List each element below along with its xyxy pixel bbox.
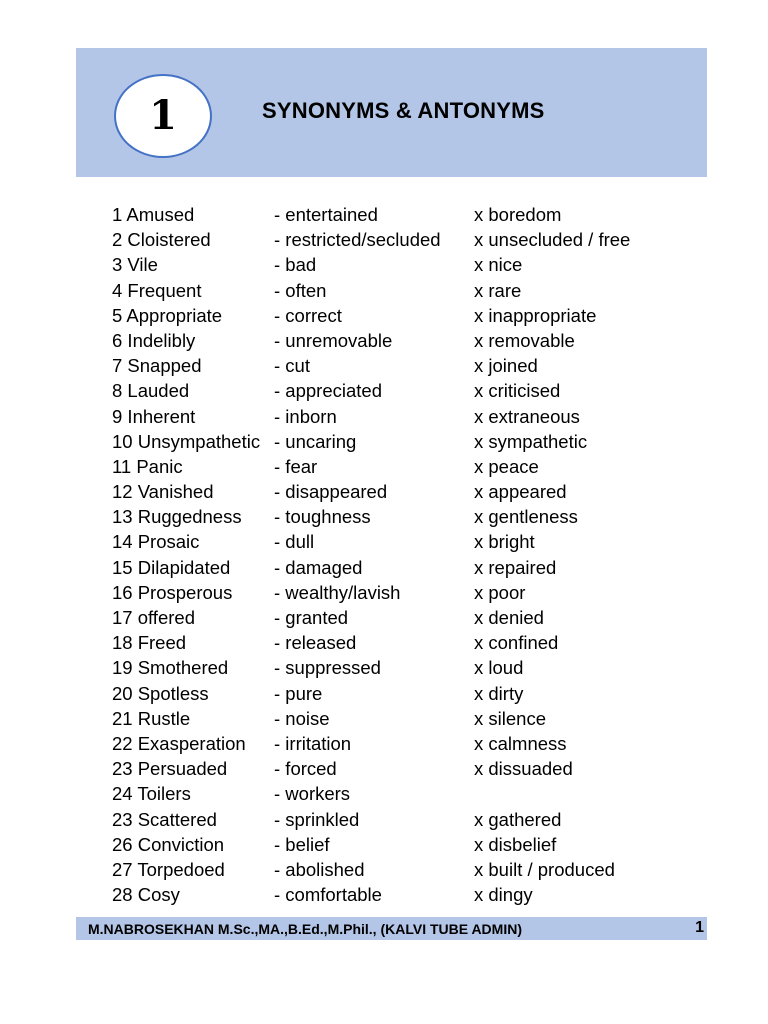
word-antonym: x peace — [474, 455, 539, 477]
word-term: 7 Snapped — [112, 355, 202, 377]
word-term: 1 Amused — [112, 204, 195, 225]
word-row — [112, 605, 672, 630]
word-synonym: - unremovable — [274, 329, 393, 351]
word-synonym: - uncaring — [274, 430, 357, 452]
word-synonym: - restricted/secluded — [274, 229, 441, 251]
word-term: 5 Appropriate — [112, 304, 223, 326]
word-antonym: x dissuaded — [474, 758, 573, 780]
word-antonym: x boredom — [474, 204, 562, 225]
word-term: 27 Torpedoed — [112, 858, 225, 880]
word-antonym: x joined — [474, 355, 538, 377]
word-row — [112, 706, 672, 731]
word-antonym: x criticised — [474, 380, 561, 402]
word-row — [112, 454, 672, 479]
word-synonym: - bad — [274, 254, 317, 276]
word-synonym: - damaged — [274, 556, 363, 578]
word-synonym: - pure — [274, 682, 323, 704]
word-row — [112, 630, 672, 655]
word-antonym: x confined — [474, 632, 559, 654]
word-antonym: x denied — [474, 607, 544, 628]
word-synonym: - irritation — [274, 732, 352, 754]
word-row — [112, 278, 672, 303]
word-row — [112, 555, 672, 580]
word-antonym: x bright — [474, 531, 535, 553]
word-row — [112, 429, 672, 454]
word-antonym: x built / produced — [474, 858, 615, 880]
word-row — [112, 404, 672, 429]
word-row — [112, 353, 672, 378]
word-row — [112, 479, 672, 504]
word-synonym: - wealthy/lavish — [274, 581, 401, 603]
word-row — [112, 882, 672, 907]
word-term: 10 Unsympathetic — [112, 430, 261, 452]
word-antonym: x sympathetic — [474, 430, 588, 452]
word-row — [112, 202, 672, 227]
word-antonym: x gathered — [474, 808, 562, 830]
word-term: 17 offered — [112, 607, 195, 628]
word-antonym: x appeared — [474, 481, 567, 503]
word-row — [112, 807, 672, 832]
word-row — [112, 303, 672, 328]
word-term: 13 Ruggedness — [112, 506, 242, 528]
word-row — [112, 252, 672, 277]
word-row — [112, 832, 672, 857]
word-synonym: - entertained — [274, 204, 378, 225]
word-synonym: - toughness — [274, 506, 371, 528]
page-title: SYNONYMS & ANTONYMS — [262, 98, 545, 123]
word-synonym: - appreciated — [274, 380, 382, 402]
word-list — [112, 202, 672, 907]
word-term: 2 Cloistered — [112, 229, 211, 251]
word-term: 22 Exasperation — [112, 732, 246, 754]
word-antonym: x dirty — [474, 682, 524, 704]
word-row — [112, 227, 672, 252]
word-term: 19 Smothered — [112, 657, 229, 679]
word-antonym: x unsecluded / free — [474, 229, 631, 251]
word-antonym: x disbelief — [474, 833, 557, 855]
word-row — [112, 504, 672, 529]
word-antonym: x nice — [474, 254, 523, 276]
chapter-number: 1 — [149, 92, 177, 139]
word-row — [112, 529, 672, 554]
word-term: 3 Vile — [112, 254, 158, 276]
word-synonym: - granted — [274, 607, 349, 628]
word-antonym: x repaired — [474, 556, 557, 578]
footer-author: M.NABROSEKHAN M.Sc.,MA.,B.Ed.,M.Phil., (KALVI TUBE ADMIN) — [88, 921, 522, 937]
chapter-badge — [114, 74, 212, 158]
word-synonym: - fear — [274, 455, 318, 477]
word-term: 23 Scattered — [112, 808, 217, 830]
word-synonym: - inborn — [274, 405, 337, 427]
word-synonym: - workers — [274, 783, 351, 805]
word-synonym: - suppressed — [274, 657, 381, 679]
word-antonym: x loud — [474, 657, 524, 679]
word-term: 23 Persuaded — [112, 758, 228, 780]
word-synonym: - dull — [274, 531, 315, 553]
word-term: 9 Inherent — [112, 405, 196, 427]
word-synonym: - disappeared — [274, 481, 388, 503]
word-row — [112, 328, 672, 353]
word-term: 6 Indelibly — [112, 329, 196, 351]
word-antonym: x inappropriate — [474, 304, 597, 326]
word-term: 21 Rustle — [112, 707, 191, 729]
word-antonym: x poor — [474, 581, 526, 603]
word-row — [112, 655, 672, 680]
word-term: 16 Prosperous — [112, 581, 233, 603]
word-row — [112, 781, 672, 806]
word-antonym: x silence — [474, 707, 546, 729]
word-synonym: - forced — [274, 758, 337, 780]
word-antonym: x extraneous — [474, 405, 580, 427]
word-synonym: - abolished — [274, 858, 365, 880]
word-term: 28 Cosy — [112, 884, 180, 906]
word-synonym: - cut — [274, 355, 310, 377]
word-antonym: x dingy — [474, 884, 533, 906]
word-antonym: x removable — [474, 329, 575, 351]
word-row — [112, 731, 672, 756]
word-term: 18 Freed — [112, 632, 187, 654]
word-synonym: - noise — [274, 707, 330, 729]
word-term: 24 Toilers — [112, 783, 191, 805]
word-row — [112, 756, 672, 781]
page-number: 1 — [695, 919, 704, 936]
word-term: 26 Conviction — [112, 833, 225, 855]
word-row — [112, 681, 672, 706]
word-term: 8 Lauded — [112, 380, 190, 402]
word-synonym: - released — [274, 632, 357, 654]
word-antonym: x calmness — [474, 732, 567, 754]
word-row — [112, 580, 672, 605]
word-term: 20 Spotless — [112, 682, 209, 704]
word-term: 11 Panic — [112, 455, 183, 477]
word-term: 15 Dilapidated — [112, 556, 231, 578]
word-synonym: - often — [274, 279, 327, 301]
word-antonym: x gentleness — [474, 506, 578, 528]
word-row — [112, 857, 672, 882]
word-row — [112, 378, 672, 403]
word-term: 14 Prosaic — [112, 531, 200, 553]
word-synonym: - sprinkled — [274, 808, 360, 830]
word-synonym: - belief — [274, 833, 330, 855]
word-term: 4 Frequent — [112, 279, 202, 301]
word-synonym: - comfortable — [274, 884, 382, 906]
word-synonym: - correct — [274, 304, 342, 326]
word-antonym: x rare — [474, 279, 522, 301]
word-term: 12 Vanished — [112, 481, 214, 503]
